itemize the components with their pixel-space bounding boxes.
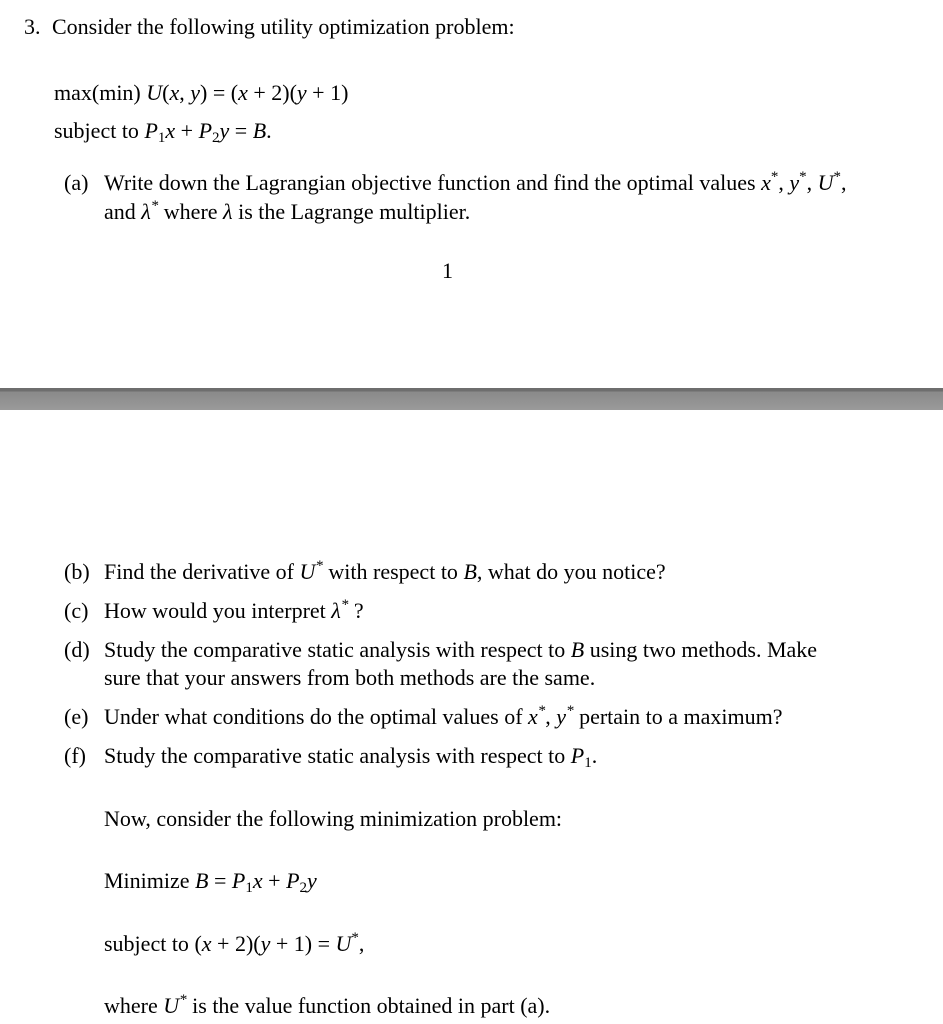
p1-symbol: $P_1$ [570,743,592,771]
part-c-label: (c) [64,598,89,623]
part-f-pre: Study the comparative static analysis with respect to [104,743,566,768]
part-f [64,743,597,769]
part-b-post: , what do you notice? [476,559,666,584]
budget-equation: $P_1x + P_2y = B$ [144,118,267,146]
where-post: is the value function obtained in part (a). [192,993,551,1018]
minimization-intro: Now, consider the following minimization problem: [104,806,563,831]
part-a-label: (a) [64,170,89,195]
part-d-line2 [104,665,595,691]
part-d-label: (d) [64,637,90,662]
minimize-line [104,868,317,894]
part-a-where: where [163,199,218,224]
problem-number: 3. [24,14,41,39]
constraint-period: . [266,118,272,143]
minimize-equation: $B = P_1x + P_2y$ [195,868,317,896]
min-subject-to: subject to [104,931,189,956]
part-c-post: ? [353,598,364,623]
optimal-values: x*, y*, U*, [761,169,847,195]
constraint-prefix: subject to [54,118,139,143]
xy-star: x*, y* [528,703,574,729]
lambda-symbol: λ [223,199,233,224]
part-f-post: . [591,743,598,768]
part-b [64,559,666,585]
page-divider [0,388,943,410]
part-e [64,704,783,730]
part-a-text1: Write down the Lagrangian objective function and find the optimal values [104,170,756,195]
objective-prefix: max(min) [54,80,141,105]
where-line [104,993,550,1019]
u-star: U* [299,558,323,584]
b-symbol-d: B [570,637,585,662]
constraint-line [54,118,272,144]
part-e-pre: Under what conditions do the optimal values of [104,704,523,729]
problem-heading [24,14,515,40]
u-star-where: U* [163,992,187,1018]
part-a-line1 [64,170,847,196]
utility-equation: U(x, y) = (x + 2)(y + 1) [146,80,349,105]
part-a-tail: is the Lagrange multiplier. [238,199,471,224]
page-one [0,0,943,388]
part-d-post: using two methods. Make [589,637,818,662]
part-e-label: (e) [64,704,89,729]
part-c-pre: How would you interpret [104,598,326,623]
part-f-label: (f) [64,743,86,768]
problem-intro: Consider the following utility optimization problem: [52,14,515,39]
page-number: 1 [442,258,453,283]
part-e-post: pertain to a maximum? [579,704,783,729]
b-symbol: B [463,559,477,584]
lambda-star-c: λ* [331,597,349,623]
part-d-line1 [64,637,817,663]
part-d-text2: sure that your answers from both methods are the same. [104,665,596,690]
part-b-label: (b) [64,559,90,584]
part-b-mid: with respect to [328,559,458,584]
minimize-word: Minimize [104,868,190,893]
part-b-pre: Find the derivative of [104,559,295,584]
min-constraint-equation: (x + 2)(y + 1) = U* [194,930,359,956]
where-pre: where [104,993,158,1018]
part-a-line2 [104,199,470,225]
part-c [64,598,364,624]
page-two [0,410,943,1024]
min-constraint-line [104,931,364,957]
objective-line [54,80,348,106]
min-constraint-comma: , [358,931,365,956]
part-d-pre: Study the comparative static analysis with respect to [104,637,566,662]
part-a-and: and [104,199,136,224]
lambda-star: λ* [141,198,159,224]
